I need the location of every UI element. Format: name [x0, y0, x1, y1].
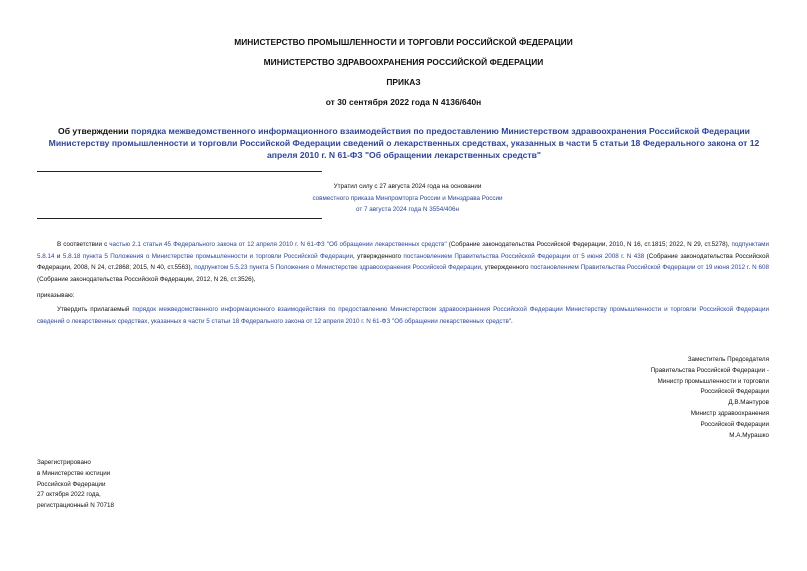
signer-position: Министр здравоохранения	[690, 409, 769, 417]
divider-top	[37, 171, 322, 172]
signer-position: Заместитель Председателя	[687, 356, 769, 363]
status-note-link-date[interactable]: от 7 августа 2024 года N 3554/406н	[356, 206, 459, 213]
preamble-link-resolution-608[interactable]: постановлением Правительства Российской Федерации от 19 июня 2012 г. N 608	[530, 264, 769, 272]
approve-paragraph	[37, 304, 769, 327]
preamble-text: В соответствии с	[57, 241, 110, 248]
document-date: от 30 сентября 2022 года N 4136/640н	[325, 97, 482, 107]
preamble-link-subclause-5814[interactable]: подпунктами 5.8.14	[37, 241, 769, 260]
status-note-link-order[interactable]: совместного приказа Минпромторга России и Минздрава России	[312, 194, 503, 202]
registration-date: 27 октября 2022 года,	[37, 491, 101, 499]
approve-text: .	[511, 317, 513, 325]
preamble-paragraph	[37, 239, 769, 285]
preamble-text: , утвержденного	[353, 252, 404, 260]
preamble-link-subclause-5523[interactable]: подпунктом 5.5.23 пункта 5 Положения о Министерстве здравоохранения Российской Федерации	[194, 264, 482, 272]
ministry-header-1: МИНИСТЕРСТВО ПРОМЫШЛЕННОСТИ И ТОРГОВЛИ РОССИЙСКОЙ ФЕДЕРАЦИИ	[234, 37, 573, 47]
registration-block	[37, 458, 197, 512]
registration-line: Российской Федерации	[37, 480, 106, 488]
preamble-text: , утвержденного	[481, 264, 531, 272]
ministry-header-2: МИНИСТЕРСТВО ЗДРАВООХРАНЕНИЯ РОССИЙСКОЙ ФЕДЕРАЦИИ	[263, 57, 544, 67]
signer-position: Министр промышленности и торговли	[657, 377, 769, 385]
divider-bottom	[37, 218, 322, 219]
preamble-text: (Собрание законодательства Российской Федерации, 2012, N 26, ст.3526),	[37, 275, 256, 283]
signature-block	[549, 355, 769, 441]
registration-number: регистрационный N 70718	[37, 502, 115, 510]
registration-line: в Министерстве юстиции	[37, 469, 111, 477]
preamble-link-subclause-5818[interactable]: 5.8.18 пункта 5 Положения о Министерстве промышленности и торговли Российской Федерации	[62, 252, 353, 260]
approve-link-procedure[interactable]: порядок межведомственного информационного взаимодействия по предоставлению Министерством здравоохранения Российской Федерации Министерству промышленности и торговли Российской Федерации сведений о лекарственных средствах, указанных в части 5 статьи 18 Федерального закона от 12 апреля 2010 г. N 61-ФЗ "Об обращении лекарственных средств"	[37, 306, 770, 325]
document-title	[34, 125, 774, 161]
signer-position: Российской Федерации	[700, 388, 769, 396]
status-note-text: Утратил силу с 27 августа 2024 года на основании	[333, 183, 482, 190]
signer-position: Правительства Российской Федерации -	[650, 366, 769, 374]
order-word: приказываю:	[37, 292, 75, 299]
preamble-text: (Собрание законодательства Российской Федерации, 2010, N 16, ст.1815; 2022, N 29, ст.5278),	[446, 241, 732, 248]
signer-name: Д.В.Мантуров	[728, 399, 769, 407]
document-type: ПРИКАЗ	[386, 77, 421, 87]
preamble-text: (Собрание законодательства Российской Федерации, 2008, N 24, ст.2868; 2015, N 40, ст.5563),	[37, 252, 769, 272]
signer-position: Российской Федерации	[700, 420, 769, 428]
registration-line: Зарегистрировано	[37, 459, 91, 466]
preamble-link-resolution-438[interactable]: постановлением Правительства Российской Федерации от 5 июня 2008 г. N 438	[403, 252, 645, 260]
status-note	[290, 181, 525, 216]
preamble-text: и	[54, 252, 63, 260]
title-link[interactable]: порядка межведомственного информационного взаимодействия по предоставлению Министерством здравоохранения Российской Федерации Министерству промышленности и торговли Российской Федерации сведений о лекарственных средствах, указанных в части 5 статьи 18 Федерального закона от 12 апреля 2010 г. N 61-ФЗ "Об обращении лекарственных средств"	[48, 126, 760, 160]
preamble-link-law[interactable]: частью 2.1 статьи 45 Федерального закона от 12 апреля 2010 г. N 61-ФЗ "Об обращении лекарственных средств"	[109, 241, 447, 248]
signer-name: М.А.Мурашко	[729, 431, 769, 439]
title-prefix: Об утверждении	[58, 126, 132, 136]
approve-text: Утвердить прилагаемый	[57, 306, 133, 313]
